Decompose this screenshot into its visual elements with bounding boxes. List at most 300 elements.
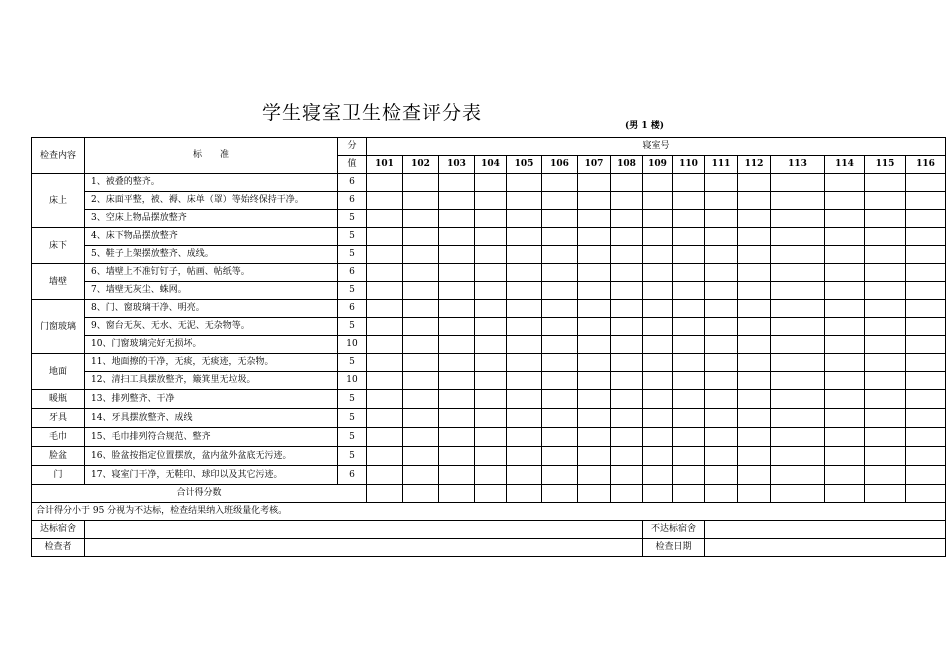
score-entry-cell[interactable]	[643, 246, 673, 264]
score-entry-cell[interactable]	[906, 228, 946, 246]
score-entry-cell[interactable]	[403, 447, 439, 466]
header-category: 检查内容	[32, 138, 85, 174]
score-entry-cell[interactable]	[367, 318, 403, 336]
score-entry-cell[interactable]	[578, 174, 611, 192]
total-cell[interactable]	[673, 485, 705, 503]
score-entry-cell[interactable]	[403, 428, 439, 447]
score-entry-cell[interactable]	[578, 428, 611, 447]
score-entry-cell[interactable]	[542, 228, 578, 246]
score-entry-cell[interactable]	[403, 210, 439, 228]
score-entry-cell[interactable]	[643, 300, 673, 318]
score-entry-cell[interactable]	[542, 282, 578, 300]
score-entry-cell[interactable]	[825, 228, 865, 246]
score-entry-cell[interactable]	[673, 390, 705, 409]
score-entry-cell[interactable]	[771, 246, 825, 264]
score-entry-cell[interactable]	[403, 228, 439, 246]
score-entry-cell[interactable]	[643, 228, 673, 246]
score-entry-cell[interactable]	[771, 228, 825, 246]
score-entry-cell[interactable]	[439, 318, 475, 336]
score-entry-cell[interactable]	[475, 447, 507, 466]
score-entry-cell[interactable]	[673, 246, 705, 264]
score-entry-cell[interactable]	[611, 354, 643, 372]
score-entry-cell[interactable]	[643, 466, 673, 485]
score-entry-cell[interactable]	[439, 372, 475, 390]
score-entry-cell[interactable]	[825, 466, 865, 485]
score-entry-cell[interactable]	[673, 228, 705, 246]
score-entry-cell[interactable]	[367, 282, 403, 300]
score-entry-cell[interactable]	[865, 409, 906, 428]
score-entry-cell[interactable]	[542, 354, 578, 372]
total-cell[interactable]	[439, 485, 475, 503]
score-entry-cell[interactable]	[367, 300, 403, 318]
score-entry-cell[interactable]	[738, 318, 771, 336]
score-entry-cell[interactable]	[673, 372, 705, 390]
score-entry-cell[interactable]	[367, 192, 403, 210]
score-entry-cell[interactable]	[771, 390, 825, 409]
score-entry-cell[interactable]	[403, 300, 439, 318]
score-entry-cell[interactable]	[403, 466, 439, 485]
score-entry-cell[interactable]	[475, 282, 507, 300]
score-entry-cell[interactable]	[673, 210, 705, 228]
total-cell[interactable]	[705, 485, 738, 503]
score-entry-cell[interactable]	[611, 300, 643, 318]
score-entry-cell[interactable]	[705, 282, 738, 300]
score-entry-cell[interactable]	[475, 390, 507, 409]
score-entry-cell[interactable]	[825, 447, 865, 466]
score-entry-cell[interactable]	[865, 174, 906, 192]
qualified-field[interactable]	[85, 521, 643, 539]
score-entry-cell[interactable]	[439, 174, 475, 192]
score-entry-cell[interactable]	[542, 300, 578, 318]
score-entry-cell[interactable]	[705, 354, 738, 372]
score-entry-cell[interactable]	[367, 264, 403, 282]
score-entry-cell[interactable]	[542, 246, 578, 264]
score-entry-cell[interactable]	[507, 300, 542, 318]
score-entry-cell[interactable]	[507, 336, 542, 354]
score-entry-cell[interactable]	[475, 246, 507, 264]
room-number: 108	[611, 156, 643, 174]
score-entry-cell[interactable]	[825, 192, 865, 210]
total-cell[interactable]	[825, 485, 865, 503]
score-entry-cell[interactable]	[738, 210, 771, 228]
score-entry-cell[interactable]	[865, 282, 906, 300]
score-entry-cell[interactable]	[611, 409, 643, 428]
score-entry-cell[interactable]	[507, 282, 542, 300]
score-entry-cell[interactable]	[906, 264, 946, 282]
score-entry-cell[interactable]	[771, 300, 825, 318]
total-cell[interactable]	[507, 485, 542, 503]
score-entry-cell[interactable]	[705, 336, 738, 354]
score-cell: 5	[338, 318, 367, 336]
score-entry-cell[interactable]	[507, 264, 542, 282]
score-entry-cell[interactable]	[507, 210, 542, 228]
score-entry-cell[interactable]	[673, 318, 705, 336]
score-entry-cell[interactable]	[578, 372, 611, 390]
score-entry-cell[interactable]	[865, 466, 906, 485]
score-entry-cell[interactable]	[439, 264, 475, 282]
score-entry-cell[interactable]	[367, 390, 403, 409]
score-entry-cell[interactable]	[738, 192, 771, 210]
score-entry-cell[interactable]	[705, 372, 738, 390]
score-entry-cell[interactable]	[771, 318, 825, 336]
score-entry-cell[interactable]	[738, 174, 771, 192]
score-entry-cell[interactable]	[906, 409, 946, 428]
score-entry-cell[interactable]	[771, 264, 825, 282]
score-entry-cell[interactable]	[673, 174, 705, 192]
score-entry-cell[interactable]	[403, 372, 439, 390]
header-score-top: 分	[338, 138, 367, 156]
score-entry-cell[interactable]	[403, 246, 439, 264]
score-entry-cell[interactable]	[578, 228, 611, 246]
total-cell[interactable]	[906, 485, 946, 503]
score-entry-cell[interactable]	[578, 318, 611, 336]
score-entry-cell[interactable]	[367, 372, 403, 390]
score-entry-cell[interactable]	[507, 192, 542, 210]
score-entry-cell[interactable]	[578, 409, 611, 428]
score-entry-cell[interactable]	[771, 174, 825, 192]
score-entry-cell[interactable]	[578, 264, 611, 282]
score-entry-cell[interactable]	[611, 428, 643, 447]
score-entry-cell[interactable]	[738, 447, 771, 466]
score-entry-cell[interactable]	[865, 192, 906, 210]
score-entry-cell[interactable]	[542, 390, 578, 409]
score-entry-cell[interactable]	[367, 354, 403, 372]
score-entry-cell[interactable]	[439, 447, 475, 466]
score-entry-cell[interactable]	[367, 336, 403, 354]
score-entry-cell[interactable]	[771, 409, 825, 428]
standard-cell: 5、鞋子上架摆放整齐、成线。	[85, 246, 338, 264]
score-entry-cell[interactable]	[475, 336, 507, 354]
score-entry-cell[interactable]	[403, 282, 439, 300]
score-entry-cell[interactable]	[738, 354, 771, 372]
score-entry-cell[interactable]	[578, 246, 611, 264]
score-entry-cell[interactable]	[738, 246, 771, 264]
score-entry-cell[interactable]	[738, 466, 771, 485]
score-entry-cell[interactable]	[771, 428, 825, 447]
score-entry-cell[interactable]	[771, 466, 825, 485]
date-field[interactable]	[705, 539, 946, 557]
score-entry-cell[interactable]	[825, 354, 865, 372]
score-entry-cell[interactable]	[611, 372, 643, 390]
score-entry-cell[interactable]	[578, 466, 611, 485]
score-entry-cell[interactable]	[738, 228, 771, 246]
score-entry-cell[interactable]	[507, 318, 542, 336]
score-entry-cell[interactable]	[367, 428, 403, 447]
score-entry-cell[interactable]	[825, 264, 865, 282]
score-entry-cell[interactable]	[673, 447, 705, 466]
score-entry-cell[interactable]	[578, 282, 611, 300]
score-entry-cell[interactable]	[738, 300, 771, 318]
score-entry-cell[interactable]	[439, 246, 475, 264]
score-entry-cell[interactable]	[643, 192, 673, 210]
score-entry-cell[interactable]	[673, 354, 705, 372]
score-entry-cell[interactable]	[705, 174, 738, 192]
score-entry-cell[interactable]	[738, 428, 771, 447]
score-entry-cell[interactable]	[738, 282, 771, 300]
score-entry-cell[interactable]	[771, 282, 825, 300]
total-cell[interactable]	[865, 485, 906, 503]
total-cell[interactable]	[367, 485, 403, 503]
total-cell[interactable]	[738, 485, 771, 503]
score-entry-cell[interactable]	[643, 447, 673, 466]
score-entry-cell[interactable]	[738, 336, 771, 354]
header-rooms-label: 寝室号	[367, 138, 946, 156]
score-entry-cell[interactable]	[673, 264, 705, 282]
score-entry-cell[interactable]	[367, 447, 403, 466]
score-entry-cell[interactable]	[643, 318, 673, 336]
score-entry-cell[interactable]	[475, 409, 507, 428]
score-entry-cell[interactable]	[705, 428, 738, 447]
score-entry-cell[interactable]	[542, 428, 578, 447]
score-entry-cell[interactable]	[673, 282, 705, 300]
score-entry-cell[interactable]	[705, 192, 738, 210]
score-entry-cell[interactable]	[865, 372, 906, 390]
inspector-field[interactable]	[85, 539, 643, 557]
score-entry-cell[interactable]	[673, 409, 705, 428]
score-entry-cell[interactable]	[738, 372, 771, 390]
score-entry-cell[interactable]	[439, 210, 475, 228]
score-entry-cell[interactable]	[611, 264, 643, 282]
score-entry-cell[interactable]	[906, 192, 946, 210]
score-entry-cell[interactable]	[439, 466, 475, 485]
score-entry-cell[interactable]	[611, 318, 643, 336]
score-entry-cell[interactable]	[771, 372, 825, 390]
score-entry-cell[interactable]	[542, 318, 578, 336]
score-entry-cell[interactable]	[865, 447, 906, 466]
score-entry-cell[interactable]	[611, 336, 643, 354]
score-entry-cell[interactable]	[403, 354, 439, 372]
score-entry-cell[interactable]	[771, 447, 825, 466]
score-entry-cell[interactable]	[507, 354, 542, 372]
score-entry-cell[interactable]	[705, 409, 738, 428]
score-entry-cell[interactable]	[578, 447, 611, 466]
score-entry-cell[interactable]	[705, 228, 738, 246]
score-entry-cell[interactable]	[507, 428, 542, 447]
score-entry-cell[interactable]	[578, 390, 611, 409]
score-entry-cell[interactable]	[825, 390, 865, 409]
score-entry-cell[interactable]	[906, 210, 946, 228]
score-entry-cell[interactable]	[475, 428, 507, 447]
score-entry-cell[interactable]	[611, 174, 643, 192]
score-entry-cell[interactable]	[578, 354, 611, 372]
score-entry-cell[interactable]	[542, 447, 578, 466]
score-entry-cell[interactable]	[825, 372, 865, 390]
score-entry-cell[interactable]	[906, 174, 946, 192]
total-cell[interactable]	[771, 485, 825, 503]
score-entry-cell[interactable]	[825, 300, 865, 318]
score-entry-cell[interactable]	[906, 447, 946, 466]
total-cell[interactable]	[578, 485, 611, 503]
score-entry-cell[interactable]	[403, 264, 439, 282]
score-entry-cell[interactable]	[771, 192, 825, 210]
score-entry-cell[interactable]	[825, 246, 865, 264]
score-entry-cell[interactable]	[643, 174, 673, 192]
score-entry-cell[interactable]	[771, 210, 825, 228]
score-entry-cell[interactable]	[643, 264, 673, 282]
score-entry-cell[interactable]	[507, 390, 542, 409]
score-entry-cell[interactable]	[705, 210, 738, 228]
score-entry-cell[interactable]	[865, 246, 906, 264]
score-entry-cell[interactable]	[439, 336, 475, 354]
score-entry-cell[interactable]	[439, 390, 475, 409]
score-entry-cell[interactable]	[611, 210, 643, 228]
score-entry-cell[interactable]	[611, 466, 643, 485]
score-entry-cell[interactable]	[738, 409, 771, 428]
score-entry-cell[interactable]	[367, 174, 403, 192]
score-entry-cell[interactable]	[673, 300, 705, 318]
score-entry-cell[interactable]	[367, 246, 403, 264]
score-entry-cell[interactable]	[906, 336, 946, 354]
score-entry-cell[interactable]	[906, 466, 946, 485]
score-entry-cell[interactable]	[403, 409, 439, 428]
total-cell[interactable]	[611, 485, 643, 503]
score-entry-cell[interactable]	[578, 336, 611, 354]
score-entry-cell[interactable]	[825, 428, 865, 447]
score-entry-cell[interactable]	[475, 354, 507, 372]
total-cell[interactable]	[542, 485, 578, 503]
score-entry-cell[interactable]	[475, 318, 507, 336]
score-entry-cell[interactable]	[611, 447, 643, 466]
total-cell[interactable]	[403, 485, 439, 503]
score-cell: 5	[338, 409, 367, 428]
score-entry-cell[interactable]	[507, 447, 542, 466]
score-entry-cell[interactable]	[865, 390, 906, 409]
score-entry-cell[interactable]	[906, 372, 946, 390]
score-entry-cell[interactable]	[906, 318, 946, 336]
score-entry-cell[interactable]	[367, 210, 403, 228]
score-entry-cell[interactable]	[906, 300, 946, 318]
score-entry-cell[interactable]	[643, 428, 673, 447]
score-entry-cell[interactable]	[865, 428, 906, 447]
score-entry-cell[interactable]	[771, 336, 825, 354]
score-entry-cell[interactable]	[705, 447, 738, 466]
score-entry-cell[interactable]	[507, 174, 542, 192]
score-entry-cell[interactable]	[865, 318, 906, 336]
score-entry-cell[interactable]	[507, 246, 542, 264]
score-entry-cell[interactable]	[865, 228, 906, 246]
unqualified-field[interactable]	[705, 521, 946, 539]
score-entry-cell[interactable]	[542, 192, 578, 210]
score-entry-cell[interactable]	[825, 210, 865, 228]
score-entry-cell[interactable]	[542, 210, 578, 228]
score-entry-cell[interactable]	[825, 336, 865, 354]
score-entry-cell[interactable]	[865, 264, 906, 282]
score-entry-cell[interactable]	[906, 390, 946, 409]
score-entry-cell[interactable]	[475, 264, 507, 282]
score-entry-cell[interactable]	[475, 174, 507, 192]
score-entry-cell[interactable]	[825, 318, 865, 336]
score-entry-cell[interactable]	[578, 192, 611, 210]
score-entry-cell[interactable]	[705, 300, 738, 318]
score-entry-cell[interactable]	[643, 390, 673, 409]
score-entry-cell[interactable]	[906, 428, 946, 447]
score-entry-cell[interactable]	[771, 354, 825, 372]
score-entry-cell[interactable]	[673, 192, 705, 210]
score-entry-cell[interactable]	[507, 409, 542, 428]
score-entry-cell[interactable]	[439, 409, 475, 428]
score-entry-cell[interactable]	[643, 354, 673, 372]
score-entry-cell[interactable]	[673, 336, 705, 354]
score-entry-cell[interactable]	[439, 228, 475, 246]
score-entry-cell[interactable]	[825, 409, 865, 428]
score-entry-cell[interactable]	[475, 300, 507, 318]
score-entry-cell[interactable]	[507, 466, 542, 485]
score-entry-cell[interactable]	[738, 264, 771, 282]
score-entry-cell[interactable]	[643, 336, 673, 354]
score-entry-cell[interactable]	[611, 192, 643, 210]
score-entry-cell[interactable]	[906, 354, 946, 372]
score-entry-cell[interactable]	[475, 210, 507, 228]
score-entry-cell[interactable]	[906, 282, 946, 300]
score-entry-cell[interactable]	[578, 300, 611, 318]
score-entry-cell[interactable]	[507, 228, 542, 246]
score-entry-cell[interactable]	[643, 372, 673, 390]
score-entry-cell[interactable]	[611, 282, 643, 300]
score-entry-cell[interactable]	[611, 228, 643, 246]
criteria-row	[32, 192, 946, 210]
score-entry-cell[interactable]	[643, 282, 673, 300]
score-entry-cell[interactable]	[475, 228, 507, 246]
score-entry-cell[interactable]	[542, 466, 578, 485]
score-entry-cell[interactable]	[439, 428, 475, 447]
score-entry-cell[interactable]	[542, 264, 578, 282]
score-entry-cell[interactable]	[705, 390, 738, 409]
score-entry-cell[interactable]	[865, 354, 906, 372]
score-entry-cell[interactable]	[403, 390, 439, 409]
score-entry-cell[interactable]	[475, 192, 507, 210]
score-entry-cell[interactable]	[475, 372, 507, 390]
score-entry-cell[interactable]	[475, 466, 507, 485]
score-entry-cell[interactable]	[507, 372, 542, 390]
score-entry-cell[interactable]	[439, 192, 475, 210]
score-entry-cell[interactable]	[611, 390, 643, 409]
total-cell[interactable]	[475, 485, 507, 503]
score-entry-cell[interactable]	[865, 336, 906, 354]
score-entry-cell[interactable]	[738, 390, 771, 409]
score-entry-cell[interactable]	[439, 354, 475, 372]
score-entry-cell[interactable]	[403, 336, 439, 354]
score-entry-cell[interactable]	[542, 409, 578, 428]
score-entry-cell[interactable]	[542, 174, 578, 192]
score-entry-cell[interactable]	[865, 210, 906, 228]
score-entry-cell[interactable]	[825, 282, 865, 300]
score-entry-cell[interactable]	[367, 409, 403, 428]
score-entry-cell[interactable]	[611, 246, 643, 264]
score-entry-cell[interactable]	[673, 466, 705, 485]
score-entry-cell[interactable]	[367, 466, 403, 485]
score-entry-cell[interactable]	[439, 300, 475, 318]
total-cell[interactable]	[643, 485, 673, 503]
score-entry-cell[interactable]	[673, 428, 705, 447]
score-entry-cell[interactable]	[705, 466, 738, 485]
score-entry-cell[interactable]	[643, 409, 673, 428]
score-entry-cell[interactable]	[542, 336, 578, 354]
score-entry-cell[interactable]	[542, 372, 578, 390]
score-entry-cell[interactable]	[403, 174, 439, 192]
score-entry-cell[interactable]	[705, 264, 738, 282]
score-entry-cell[interactable]	[825, 174, 865, 192]
score-entry-cell[interactable]	[906, 246, 946, 264]
score-entry-cell[interactable]	[367, 228, 403, 246]
score-entry-cell[interactable]	[705, 246, 738, 264]
score-entry-cell[interactable]	[439, 282, 475, 300]
score-entry-cell[interactable]	[705, 318, 738, 336]
score-entry-cell[interactable]	[865, 300, 906, 318]
score-entry-cell[interactable]	[403, 192, 439, 210]
score-entry-cell[interactable]	[578, 210, 611, 228]
score-entry-cell[interactable]	[643, 210, 673, 228]
score-entry-cell[interactable]	[403, 318, 439, 336]
